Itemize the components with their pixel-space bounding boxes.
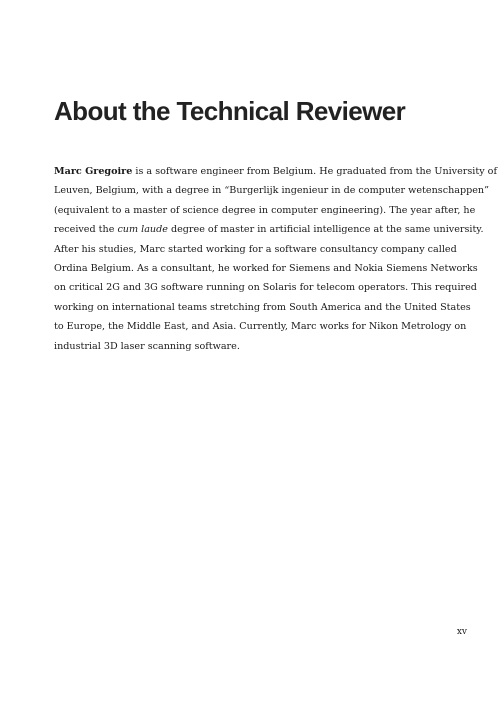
cum-laude-emphasis: cum laude [117,224,168,236]
bio-line-4-end: degree of master in artificial intelligence at the same university. [167,224,484,236]
reviewer-bio-paragraph [54,162,498,356]
bio-line-4-start: received the [54,224,118,236]
page-title: About the Technical Reviewer [54,96,406,126]
page-number: xv [456,627,467,637]
bio-line-1 [54,162,498,181]
bio-line-5: After his studies, Marc started working for a software consultancy company called [54,243,457,255]
bio-line-9: to Europe, the Middle East, and Asia. Currently, Marc works for Nikon Metrology on [54,321,467,333]
bio-line-10: industrial 3D laser scanning software. [54,340,240,352]
bio-line-8: working on international teams stretching from South America and the United States [54,301,471,313]
bio-line-2: Leuven, Belgium, with a degree in “Burgerlijk ingenieur in de computer wetenschappen” [54,185,490,197]
bio-line-7: on critical 2G and 3G software running on Solaris for telecom operators. This required [54,282,477,294]
bio-line-6: Ordina Belgium. As a consultant, he worked for Siemens and Nokia Siemens Networks [54,263,478,275]
bio-line-4 [54,220,484,239]
bio-line-1-text: is a software engineer from Belgium. He graduated from the University of [132,166,498,177]
reviewer-name: Marc Gregoire [54,166,133,177]
bio-line-3: (equivalent to a master of science degree in computer engineering). The year after, he [54,204,476,216]
